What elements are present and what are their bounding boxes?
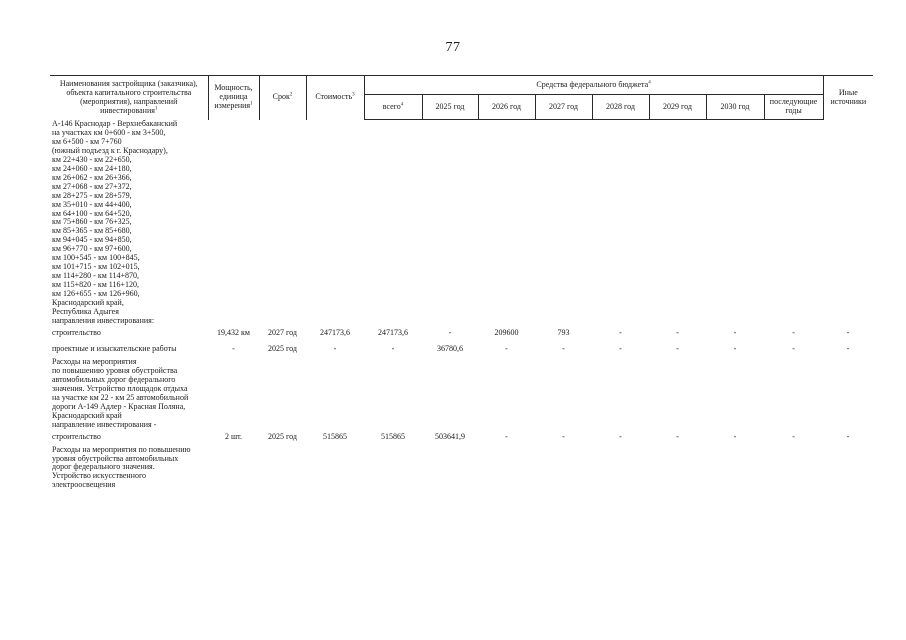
term-cell: 2025 год — [268, 432, 297, 442]
header-later-years: последующие годы — [764, 95, 823, 120]
y2026-cell: 209600 — [494, 328, 519, 338]
event-name: Расходы на мероприятия по повышению уровня обустройства автомобильных дорог федерального значения. Устройство площадок отдыха на участке км 22 - км 25 автомобильной дороги А-149 Адлер - Красная Поляна, Краснодарский край — [52, 356, 189, 420]
term-cell: 2025 год — [268, 344, 297, 354]
header-2029: 2029 год — [649, 95, 706, 120]
table-row — [50, 326, 873, 342]
header-2025: 2025 год — [422, 95, 478, 120]
later-cell: - — [792, 344, 795, 354]
header-other-sources: Иные источники — [823, 76, 873, 120]
federal-budget-table — [50, 75, 873, 490]
total-cell: - — [391, 344, 395, 354]
cost-cell: - — [333, 344, 337, 354]
header-capacity: Мощность, единица измерения$^1$ — [208, 76, 259, 120]
y2028-cell: - — [619, 328, 622, 338]
header-cost: Стоимость$^3$ — [306, 76, 364, 120]
header-term: Срок$^2$ — [259, 76, 306, 120]
y2025-cell: - — [448, 328, 452, 338]
y2026-cell: - — [505, 432, 508, 442]
table-header — [50, 76, 873, 120]
direction-name: строительство — [52, 432, 101, 442]
y2026-cell: - — [505, 344, 508, 354]
cost-cell: 515865 — [323, 432, 347, 442]
term-cell: 2027 год — [268, 328, 297, 338]
header-2026: 2026 год — [478, 95, 535, 120]
table-row — [50, 430, 873, 446]
directions-label: направления инвестирования: — [52, 315, 155, 325]
other-cell: - — [846, 432, 850, 442]
y2029-cell: - — [676, 344, 679, 354]
page-number: 77 — [445, 40, 461, 55]
header-2030: 2030 год — [706, 95, 764, 120]
other-cell: - — [846, 328, 850, 338]
y2025-cell: 36780,6 — [437, 344, 463, 354]
y2030-cell: - — [733, 328, 737, 338]
total-cell: 247173,6 — [378, 328, 408, 338]
direction-name: проектные и изыскательские работы — [52, 344, 177, 354]
table-row — [50, 342, 873, 358]
other-cell: - — [846, 344, 850, 354]
cost-cell: 247173,6 — [320, 328, 350, 338]
y2027-cell: - — [562, 432, 565, 442]
y2030-cell: - — [733, 344, 737, 354]
header-2028: 2028 год — [592, 95, 649, 120]
header-federal-budget: Средства федерального бюджета$^4$ — [364, 76, 823, 95]
direction-name: строительство — [52, 328, 101, 338]
header-name: Наименования застройщика (заказчика), объекта капитального строительства (мероприятия), направлений инвестирования$^1$ — [50, 76, 208, 120]
total-cell: 515865 — [381, 432, 405, 442]
directions-label: направление инвестирования - — [52, 419, 157, 429]
y2025-cell: 503641,9 — [435, 432, 465, 442]
y2030-cell: - — [733, 432, 737, 442]
y2027-cell: - — [562, 344, 565, 354]
y2028-cell: - — [619, 432, 622, 442]
y2028-cell: - — [619, 344, 622, 354]
capacity-cell: 19,432 км — [217, 328, 250, 338]
header-total: всего$^4$ — [364, 95, 422, 120]
object-name: А-146 Краснодар - Верхнебаканский на участках км 0+600 - км 3+500, км 6+500 - км 7+760 (южный подъезд к г. Краснодару), км 22+430 - км 22+650, км 24+060 - км 24+180, км 26+062 - км 26+366, км 27+068 - км 27+372, км 28+275 - км 28+579, км 35+010 - км 44+400, км 64+100 - км 64+520, км 75+860 - км 76+325, км 85+365 - км 85+680, км 94+045 - км 94+850, км 96+770 - км 97+600, км 100+545 - км 100+845, км 101+715 - км 102+015, км 114+280 - км 114+870, км 115+820 - км 116+120, км 126+655 - км 126+960, Краснодарский край, Республика Адыгея — [52, 119, 178, 317]
later-cell: - — [792, 328, 795, 338]
later-cell: - — [792, 432, 795, 442]
header-2027: 2027 год — [535, 95, 592, 120]
y2029-cell: - — [676, 328, 679, 338]
capacity-cell: 2 шт. — [224, 432, 243, 442]
event-name: Расходы на мероприятия по повышению уровня обустройства автомобильных дорог федерального значения. Устройство искусственного электроосвещения — [52, 444, 191, 490]
y2027-cell: 793 — [557, 328, 570, 338]
y2029-cell: - — [676, 432, 679, 442]
capacity-cell: - — [232, 344, 235, 354]
